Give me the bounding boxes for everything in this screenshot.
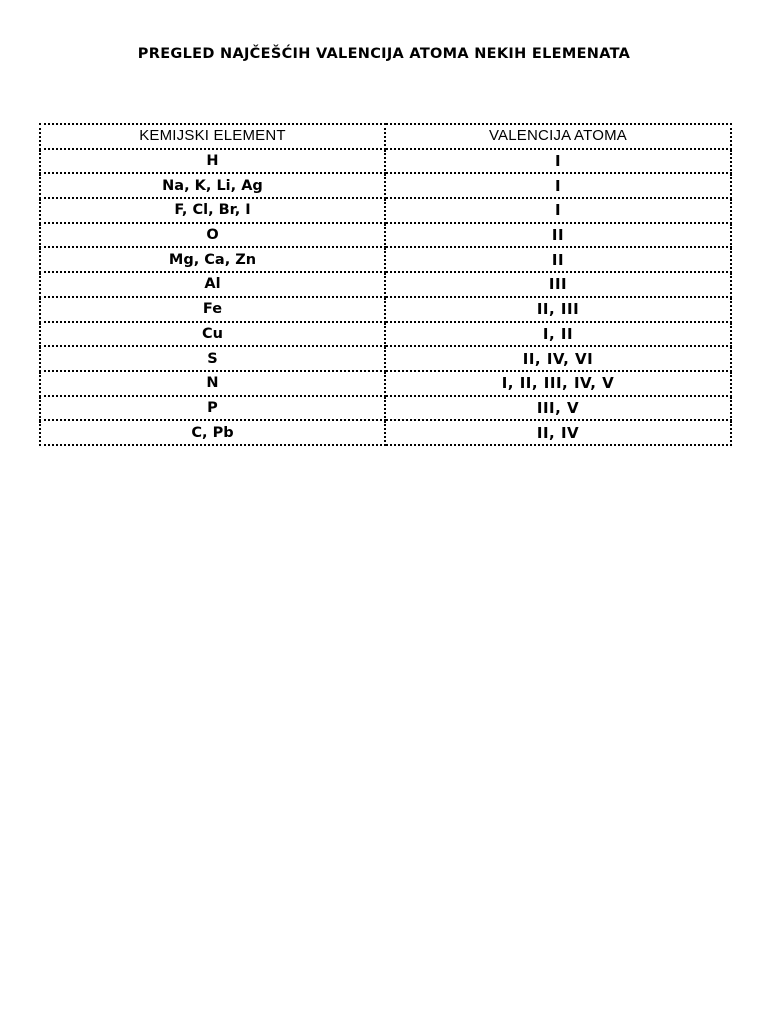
element-cell: C, Pb [40, 420, 385, 445]
element-cell: Na, K, Li, Ag [40, 173, 385, 198]
table-row [40, 173, 731, 198]
valence-cell: II, III [385, 297, 731, 322]
table-row [40, 420, 731, 445]
table-row [40, 223, 731, 248]
table-header-row [40, 124, 731, 149]
valence-cell: II, IV [385, 420, 731, 445]
element-cell: F, Cl, Br, I [40, 198, 385, 223]
table-row [40, 371, 731, 396]
element-cell: H [40, 149, 385, 174]
valence-cell: I [385, 149, 731, 174]
valence-cell: II [385, 223, 731, 248]
table-row [40, 198, 731, 223]
header-valence: VALENCIJA ATOMA [385, 124, 731, 149]
valence-cell: II [385, 247, 731, 272]
page-title: PREGLED NAJČEŠĆIH VALENCIJA ATOMA NEKIH ELEMENATA [137, 46, 631, 62]
table-row [40, 322, 731, 347]
valence-cell: II, IV, VI [385, 346, 731, 371]
table-row [40, 297, 731, 322]
element-cell: O [40, 223, 385, 248]
valence-cell: I, II, III, IV, V [385, 371, 731, 396]
element-cell: Cu [40, 322, 385, 347]
valence-cell: I [385, 198, 731, 223]
table-row [40, 149, 731, 174]
valence-cell: III [385, 272, 731, 297]
element-cell: Al [40, 272, 385, 297]
element-cell: P [40, 396, 385, 421]
element-cell: N [40, 371, 385, 396]
valence-cell: I, II [385, 322, 731, 347]
table-row [40, 272, 731, 297]
header-element: KEMIJSKI ELEMENT [40, 124, 385, 149]
element-cell: S [40, 346, 385, 371]
table-row [40, 346, 731, 371]
element-cell: Mg, Ca, Zn [40, 247, 385, 272]
table-row [40, 247, 731, 272]
valence-cell: III, V [385, 396, 731, 421]
table-row [40, 396, 731, 421]
valence-cell: I [385, 173, 731, 198]
element-cell: Fe [40, 297, 385, 322]
valence-table [39, 123, 732, 446]
